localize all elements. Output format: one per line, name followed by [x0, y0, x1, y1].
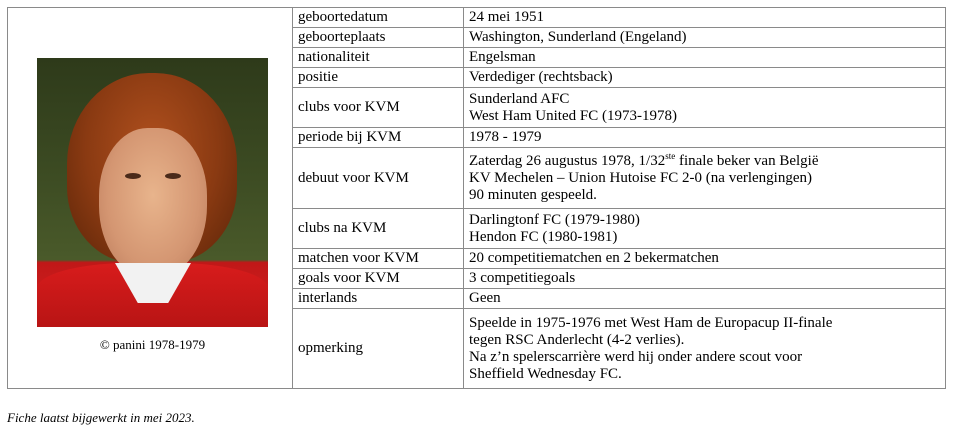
value-line: Speelde in 1975-1976 met West Ham de Europacup II-finale	[469, 314, 833, 331]
value-goals: 3 competitiegoals	[464, 269, 946, 289]
footer-note: Fiche laatst bijgewerkt in mei 2023.	[7, 410, 195, 425]
label-geboortedatum: geboortedatum	[293, 8, 464, 28]
label-periode: periode bij KVM	[293, 128, 464, 148]
value-matchen: 20 competitiematchen en 2 bekermatchen	[464, 249, 946, 269]
label-clubs-voor: clubs voor KVM	[293, 88, 464, 128]
label-opmerking: opmerking	[293, 309, 464, 389]
value-clubs-voor	[464, 88, 946, 128]
value-line: Sunderland AFC	[469, 90, 570, 107]
value-line: 90 minuten gespeeld.	[469, 186, 597, 203]
value-opmerking	[464, 309, 946, 389]
value-interlands: Geen	[464, 289, 946, 309]
label-positie: positie	[293, 68, 464, 88]
value-debuut	[464, 148, 946, 209]
value-periode: 1978 - 1979	[464, 128, 946, 148]
label-clubs-na: clubs na KVM	[293, 209, 464, 249]
value-line: Hendon FC (1980-1981)	[469, 228, 618, 245]
value-clubs-na	[464, 209, 946, 249]
photo-face	[99, 128, 207, 278]
photo-cell	[8, 8, 293, 389]
value-line: Sheffield Wednesday FC.	[469, 365, 622, 382]
label-nationaliteit: nationaliteit	[293, 48, 464, 68]
value-line: KV Mechelen – Union Hutoise FC 2-0 (na verlengingen)	[469, 169, 812, 186]
value-line: Na z’n spelerscarrière werd hij onder andere scout voor	[469, 348, 803, 365]
player-fiche-table	[7, 7, 946, 389]
label-debuut: debuut voor KVM	[293, 148, 464, 209]
value-line: Zaterdag 26 augustus 1978, 1/32ste finale beker van België	[469, 150, 819, 169]
value-geboorteplaats: Washington, Sunderland (Engeland)	[464, 28, 946, 48]
value-positie: Verdediger (rechtsback)	[464, 68, 946, 88]
value-line: West Ham United FC (1973-1978)	[469, 107, 677, 124]
label-matchen: matchen voor KVM	[293, 249, 464, 269]
value-nationaliteit: Engelsman	[464, 48, 946, 68]
value-geboortedatum: 24 mei 1951	[464, 8, 946, 28]
value-line: tegen RSC Anderlecht (4-2 verlies).	[469, 331, 685, 348]
label-geboorteplaats: geboorteplaats	[293, 28, 464, 48]
label-interlands: interlands	[293, 289, 464, 309]
player-photo	[37, 58, 268, 327]
photo-caption: © panini 1978-1979	[99, 337, 206, 352]
value-line: Darlingtonf FC (1979-1980)	[469, 211, 640, 228]
label-goals: goals voor KVM	[293, 269, 464, 289]
